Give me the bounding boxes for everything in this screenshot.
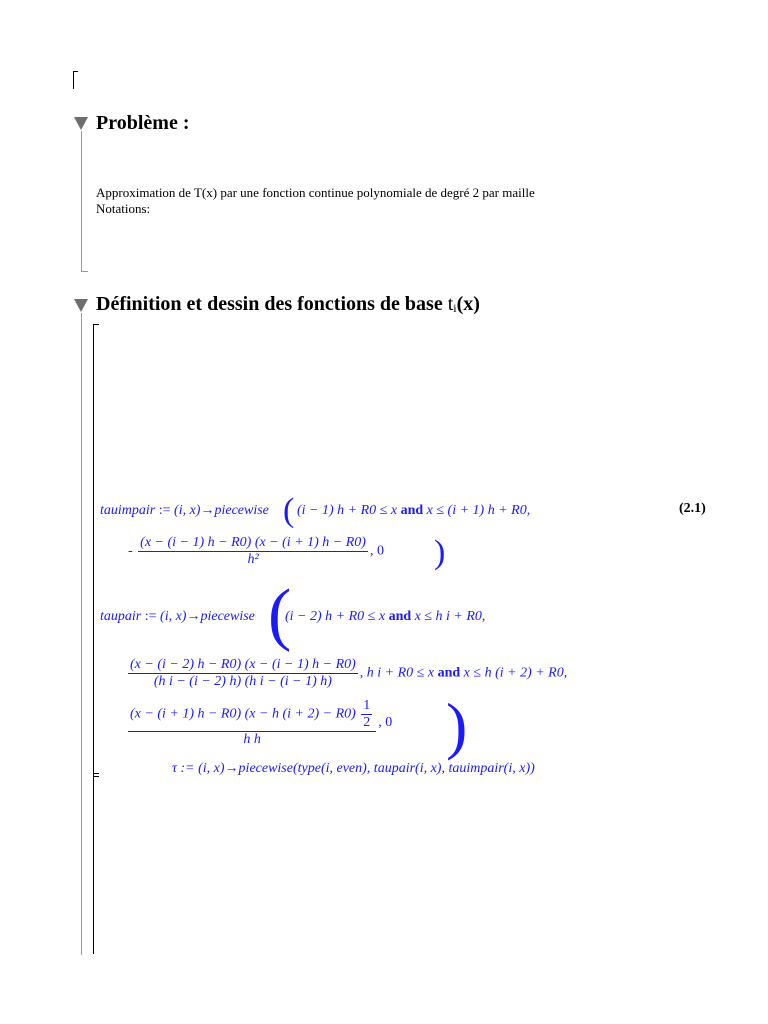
math-line-1-condition: [297, 503, 530, 519]
top-bracket-vertical: [73, 71, 74, 89]
fraction-2-num: (x − (i − 2) h − R0) (x − (i − 1) h − R0): [130, 657, 356, 672]
arrow: →: [186, 609, 201, 624]
section-bracket-line: [81, 131, 82, 272]
piecewise-kw: piecewise: [200, 609, 255, 624]
execution-group-bracket-mark: [93, 773, 99, 774]
execution-group-bracket-mark: [93, 776, 99, 777]
math-line-2: [128, 535, 384, 568]
args: (i, x): [160, 609, 187, 624]
math-line-taupair: [100, 609, 255, 625]
tail-zero: , 0: [378, 715, 393, 731]
cond-4b: x ≤ h (i + 2) + R0,: [463, 665, 568, 681]
fraction-3-num-text: (x − (i + 1) h − R0) (x − h (i + 2) − R0): [130, 706, 356, 722]
taupair-name: taupair: [100, 609, 142, 624]
fraction-1-den: h²: [138, 551, 368, 568]
section-title-subscript: i: [453, 301, 457, 315]
close-paren-large: ): [446, 690, 468, 761]
cond-3a: (i − 2) h + R0 ≤ x: [285, 609, 386, 624]
section-collapse-toggle-icon[interactable]: [74, 117, 88, 130]
math-line-5: [126, 698, 392, 748]
equation-label: (2.1): [679, 501, 706, 516]
minus-sign: -: [128, 543, 133, 559]
arrow: →: [200, 503, 215, 518]
section-title-probleme: Problème :: [96, 112, 190, 134]
fraction-3: [128, 698, 376, 748]
and-kw: and: [437, 665, 461, 681]
open-paren-large: (: [268, 576, 292, 653]
cond-1b: x ≤ (i + 1) h + R0,: [426, 503, 531, 518]
close-paren: ): [434, 534, 446, 571]
fraction-2-den: (h i − (i − 2) h) (h i − (i − 1) h): [128, 673, 358, 690]
execution-group-bracket-top: [93, 324, 99, 325]
cond-1a: (i − 1) h + R0 ≤ x: [297, 503, 398, 518]
tail-zero: , 0: [369, 543, 384, 559]
section-title-definition: [96, 293, 480, 316]
section-bracket-line: [81, 313, 82, 955]
top-bracket-horizontal: [73, 71, 78, 72]
fraction-half-num: 1: [363, 698, 371, 713]
cond-3b: x ≤ h i + R0,: [414, 609, 486, 624]
fraction-3-num: [128, 698, 376, 731]
fraction-3-den: h h: [128, 731, 376, 748]
and-kw: and: [388, 609, 412, 624]
section-title-end: (x): [456, 293, 480, 315]
section-title-t: t: [447, 293, 454, 315]
section-title-main: Définition et dessin des fonctions de base: [96, 293, 448, 315]
assign-op: :=: [144, 609, 157, 624]
math-line-4: [126, 657, 567, 690]
math-line-tauimpair: [100, 503, 269, 519]
fraction-1-num: (x − (i − 1) h − R0) (x − (i + 1) h − R0): [140, 535, 366, 550]
problem-text-line-1: Approximation de T(x) par une fonction continue polynomiale de degré 2 par maille: [96, 185, 535, 200]
section-collapse-toggle-icon[interactable]: [74, 299, 88, 312]
math-line-3-condition: [285, 609, 485, 625]
problem-text-line-2: Notations:: [96, 201, 151, 216]
fraction-half: [361, 698, 372, 731]
assign-op: :=: [158, 503, 171, 518]
fraction-1: [138, 535, 368, 568]
and-kw: and: [400, 503, 424, 518]
args: (i, x): [174, 503, 201, 518]
open-paren: (: [283, 492, 295, 529]
tauimpair-name: tauimpair: [100, 503, 156, 518]
section-bracket-foot: [81, 271, 88, 272]
execution-group-bracket: [93, 324, 94, 954]
math-line-tau: τ := (i, x)→piecewise(type(i, even), taupair(i, x), tauimpair(i, x)): [172, 761, 535, 776]
fraction-half-den: 2: [363, 715, 371, 730]
piecewise-kw: piecewise: [214, 503, 269, 518]
fraction-2: [128, 657, 358, 690]
cond-4a: , h i + R0 ≤ x: [359, 665, 435, 681]
